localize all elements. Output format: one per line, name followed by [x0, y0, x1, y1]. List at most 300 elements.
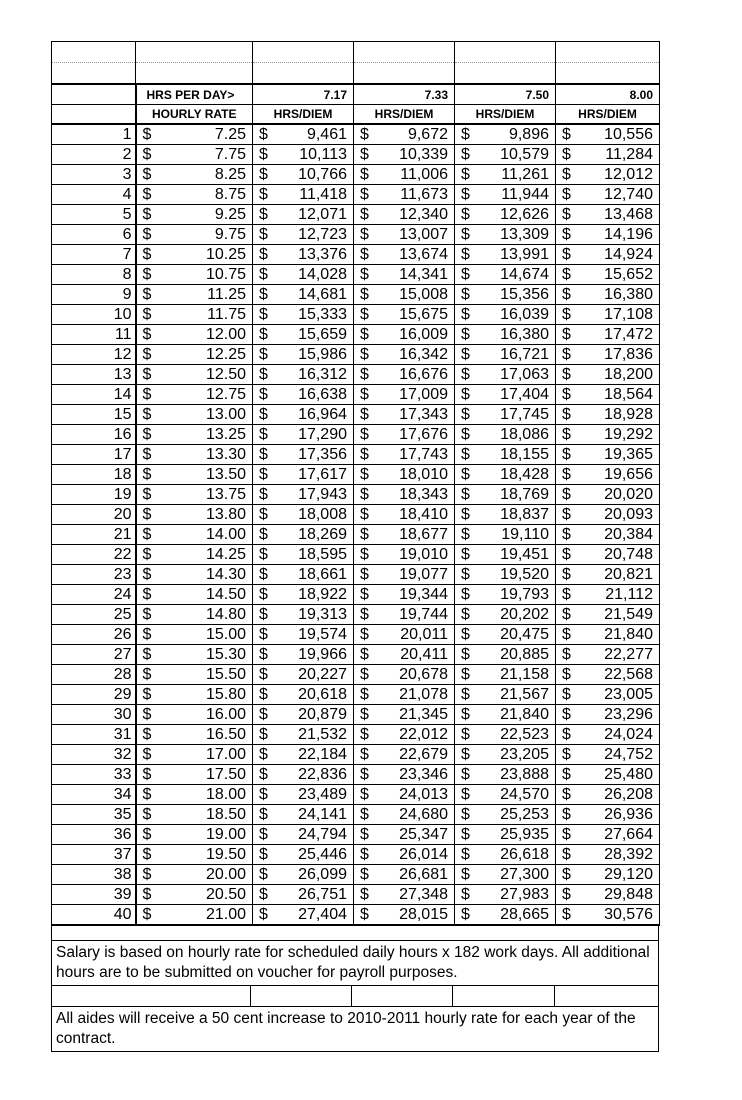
currency-symbol: $	[461, 886, 470, 903]
currency-symbol: $	[461, 906, 470, 923]
per-diem-cell-value: 21,158	[500, 666, 549, 683]
per-diem-cell	[455, 845, 556, 865]
per-diem-cell-value: 24,013	[399, 786, 448, 803]
step-number: 20	[52, 505, 136, 525]
currency-symbol: $	[562, 566, 571, 583]
per-diem-cell	[556, 505, 660, 525]
step-number: 13	[52, 365, 136, 385]
per-diem-cell	[455, 225, 556, 245]
currency-symbol: $	[142, 546, 152, 563]
per-diem-cell-value: 29,120	[604, 866, 653, 883]
per-diem-cell	[354, 505, 455, 525]
per-diem-cell	[354, 145, 455, 165]
hourly-rate-cell	[136, 165, 253, 185]
hourly-rate-cell-value: 8.75	[214, 186, 246, 203]
per-diem-cell	[253, 525, 354, 545]
per-diem-cell	[455, 265, 556, 285]
currency-symbol: $	[360, 766, 369, 783]
per-diem-cell-value: 19,010	[399, 546, 448, 563]
table-row	[52, 505, 660, 525]
per-diem-cell-value: 18,086	[500, 426, 549, 443]
step-number: 9	[52, 285, 136, 305]
currency-symbol: $	[562, 626, 571, 643]
currency-symbol: $	[461, 466, 470, 483]
currency-symbol: $	[461, 526, 470, 543]
currency-symbol: $	[562, 606, 571, 623]
per-diem-cell-value: 10,113	[299, 146, 347, 163]
per-diem-cell-value: 13,376	[298, 246, 347, 263]
currency-symbol: $	[461, 126, 470, 143]
per-diem-cell	[455, 365, 556, 385]
currency-symbol: $	[259, 346, 268, 363]
per-diem-cell	[253, 405, 354, 425]
per-diem-cell	[556, 545, 660, 565]
per-diem-cell-value: 12,723	[298, 226, 347, 243]
currency-symbol: $	[259, 826, 268, 843]
per-diem-cell	[253, 605, 354, 625]
hourly-rate-cell	[136, 325, 253, 345]
hourly-rate-cell	[136, 545, 253, 565]
currency-symbol: $	[259, 786, 268, 803]
hourly-rate-cell-value: 19.50	[205, 846, 246, 863]
per-diem-cell	[253, 825, 354, 845]
per-diem-cell	[354, 305, 455, 325]
per-diem-cell-value: 22,184	[298, 746, 347, 763]
per-diem-cell	[455, 885, 556, 905]
per-diem-cell	[455, 905, 556, 926]
spacer	[51, 926, 659, 940]
currency-symbol: $	[562, 906, 571, 923]
per-diem-cell	[556, 325, 660, 345]
per-diem-cell-value: 28,665	[500, 906, 549, 923]
hourly-rate-cell-value: 7.75	[214, 146, 246, 163]
per-diem-cell-value: 21,840	[604, 626, 653, 643]
per-diem-cell	[253, 365, 354, 385]
currency-symbol: $	[562, 506, 571, 523]
step-number: 7	[52, 245, 136, 265]
per-diem-cell-value: 26,936	[604, 806, 653, 823]
currency-symbol: $	[461, 546, 470, 563]
currency-symbol: $	[562, 886, 571, 903]
hourly-rate-cell-value: 15.00	[205, 626, 246, 643]
currency-symbol: $	[461, 326, 470, 343]
per-diem-cell-value: 16,638	[298, 386, 347, 403]
currency-symbol: $	[461, 486, 470, 503]
currency-symbol: $	[461, 246, 470, 263]
per-diem-cell	[354, 465, 455, 485]
per-diem-cell	[455, 305, 556, 325]
currency-symbol: $	[562, 226, 571, 243]
hourly-rate-cell-value: 12.50	[205, 366, 246, 383]
step-number: 26	[52, 625, 136, 645]
currency-symbol: $	[142, 906, 152, 923]
table-row	[52, 845, 660, 865]
currency-symbol: $	[360, 246, 369, 263]
per-diem-cell	[253, 285, 354, 305]
hourly-rate-cell-value: 13.00	[205, 406, 246, 423]
per-diem-cell	[455, 725, 556, 745]
per-diem-cell	[354, 585, 455, 605]
currency-symbol: $	[142, 246, 152, 263]
table-row	[52, 445, 660, 465]
per-diem-cell	[354, 865, 455, 885]
currency-symbol: $	[360, 506, 369, 523]
currency-symbol: $	[360, 426, 369, 443]
per-diem-cell	[455, 205, 556, 225]
currency-symbol: $	[461, 666, 470, 683]
per-diem-cell	[455, 625, 556, 645]
per-diem-cell	[455, 565, 556, 585]
hourly-rate-cell-value: 13.50	[205, 466, 246, 483]
per-diem-cell-value: 20,202	[500, 606, 549, 623]
per-diem-cell	[253, 325, 354, 345]
per-diem-cell-value: 17,009	[399, 386, 448, 403]
per-diem-cell-value: 24,794	[298, 826, 347, 843]
per-diem-cell-value: 26,618	[500, 846, 549, 863]
per-diem-cell	[556, 225, 660, 245]
currency-symbol: $	[461, 266, 470, 283]
per-diem-cell-value: 19,365	[604, 446, 653, 463]
per-diem-cell-value: 11,944	[501, 186, 549, 203]
per-diem-cell-value: 18,595	[298, 546, 347, 563]
per-diem-cell-value: 10,579	[500, 146, 549, 163]
hourly-rate-cell	[136, 305, 253, 325]
per-diem-cell-value: 23,005	[604, 686, 653, 703]
currency-symbol: $	[461, 306, 470, 323]
currency-symbol: $	[461, 606, 470, 623]
hourly-rate-cell-value: 20.50	[205, 886, 246, 903]
table-row	[52, 425, 660, 445]
per-diem-cell-value: 24,141	[298, 806, 347, 823]
per-diem-cell	[556, 825, 660, 845]
per-diem-cell-value: 15,659	[298, 326, 347, 343]
per-diem-cell-value: 19,744	[399, 606, 448, 623]
currency-symbol: $	[360, 486, 369, 503]
hourly-rate-cell	[136, 345, 253, 365]
per-diem-cell	[556, 805, 660, 825]
per-diem-cell	[556, 845, 660, 865]
per-diem-cell-value: 16,380	[604, 286, 653, 303]
currency-symbol: $	[360, 446, 369, 463]
currency-symbol: $	[562, 406, 571, 423]
step-number: 10	[52, 305, 136, 325]
hourly-rate-cell	[136, 145, 253, 165]
currency-symbol: $	[562, 786, 571, 803]
per-diem-cell	[556, 285, 660, 305]
per-diem-cell-value: 30,576	[604, 906, 653, 923]
hourly-rate-cell-value: 15.80	[205, 686, 246, 703]
per-diem-cell	[354, 225, 455, 245]
currency-symbol: $	[360, 126, 369, 143]
per-diem-cell-value: 16,676	[399, 366, 448, 383]
blank-row	[52, 42, 660, 63]
currency-symbol: $	[360, 786, 369, 803]
per-diem-cell	[455, 705, 556, 725]
per-diem-cell	[455, 385, 556, 405]
currency-symbol: $	[259, 586, 268, 603]
per-diem-cell	[455, 545, 556, 565]
table-row	[52, 185, 660, 205]
per-diem-cell	[253, 705, 354, 725]
per-diem-cell	[556, 145, 660, 165]
hourly-rate-cell-value: 12.00	[205, 326, 246, 343]
currency-symbol: $	[461, 846, 470, 863]
currency-symbol: $	[461, 146, 470, 163]
currency-symbol: $	[142, 626, 152, 643]
currency-symbol: $	[461, 766, 470, 783]
per-diem-cell-value: 10,556	[604, 126, 653, 143]
per-diem-cell	[455, 825, 556, 845]
hours-header-row	[52, 84, 660, 105]
hourly-rate-cell	[136, 785, 253, 805]
per-diem-cell-value: 20,885	[500, 646, 549, 663]
currency-symbol: $	[562, 166, 571, 183]
per-diem-header: HRS/DIEM	[354, 105, 455, 125]
per-diem-cell-value: 20,678	[399, 666, 448, 683]
per-diem-cell	[556, 885, 660, 905]
per-diem-cell	[253, 185, 354, 205]
hourly-rate-cell	[136, 505, 253, 525]
per-diem-cell-value: 19,077	[399, 566, 448, 583]
per-diem-cell-value: 26,208	[604, 786, 653, 803]
currency-symbol: $	[562, 206, 571, 223]
per-diem-cell	[253, 265, 354, 285]
currency-symbol: $	[259, 406, 268, 423]
table-row	[52, 285, 660, 305]
per-diem-cell-value: 14,341	[399, 266, 448, 283]
hourly-rate-cell	[136, 605, 253, 625]
per-diem-cell-value: 13,309	[500, 226, 549, 243]
per-diem-cell	[455, 645, 556, 665]
currency-symbol: $	[360, 886, 369, 903]
currency-symbol: $	[461, 186, 470, 203]
per-diem-cell	[455, 605, 556, 625]
per-diem-cell-value: 18,922	[298, 586, 347, 603]
hourly-rate-cell-value: 12.75	[205, 386, 246, 403]
per-diem-cell	[253, 585, 354, 605]
currency-symbol: $	[562, 306, 571, 323]
per-diem-cell	[455, 165, 556, 185]
currency-symbol: $	[562, 186, 571, 203]
currency-symbol: $	[142, 886, 152, 903]
per-diem-cell	[253, 725, 354, 745]
step-number: 36	[52, 825, 136, 845]
per-diem-cell-value: 16,380	[500, 326, 549, 343]
currency-symbol: $	[259, 886, 268, 903]
per-diem-cell-value: 16,964	[298, 406, 347, 423]
salary-schedule	[51, 41, 659, 1052]
currency-symbol: $	[461, 786, 470, 803]
per-diem-cell	[455, 485, 556, 505]
step-number: 8	[52, 265, 136, 285]
per-diem-cell-value: 11,418	[299, 186, 347, 203]
per-diem-cell	[556, 665, 660, 685]
per-diem-cell-value: 25,253	[500, 806, 549, 823]
table-row	[52, 765, 660, 785]
per-diem-cell	[556, 405, 660, 425]
table-row	[52, 585, 660, 605]
currency-symbol: $	[259, 166, 268, 183]
per-diem-cell-value: 27,983	[500, 886, 549, 903]
salary-note: Salary is based on hourly rate for scheduled daily hours x 182 work days. All additional hours are to be submitted on voucher for payroll purposes.	[51, 940, 659, 986]
hours-8-00: 8.00	[556, 84, 660, 105]
currency-symbol: $	[461, 586, 470, 603]
currency-symbol: $	[259, 426, 268, 443]
per-diem-cell-value: 19,451	[500, 546, 549, 563]
currency-symbol: $	[142, 766, 152, 783]
per-diem-cell-value: 21,532	[298, 726, 347, 743]
step-number: 4	[52, 185, 136, 205]
table-row	[52, 705, 660, 725]
per-diem-cell	[556, 425, 660, 445]
currency-symbol: $	[142, 366, 152, 383]
per-diem-cell-value: 27,404	[298, 906, 347, 923]
hourly-rate-cell	[136, 805, 253, 825]
step-number: 22	[52, 545, 136, 565]
currency-symbol: $	[142, 286, 152, 303]
currency-symbol: $	[259, 546, 268, 563]
per-diem-cell-value: 17,743	[399, 446, 448, 463]
table-row	[52, 785, 660, 805]
currency-symbol: $	[259, 666, 268, 683]
currency-symbol: $	[142, 326, 152, 343]
currency-symbol: $	[259, 866, 268, 883]
per-diem-cell	[556, 525, 660, 545]
hourly-rate-cell-value: 21.00	[205, 906, 246, 923]
step-number: 25	[52, 605, 136, 625]
currency-symbol: $	[259, 206, 268, 223]
currency-symbol: $	[142, 526, 152, 543]
per-diem-cell	[253, 425, 354, 445]
table-row	[52, 385, 660, 405]
currency-symbol: $	[562, 386, 571, 403]
per-diem-cell-value: 11,284	[605, 146, 653, 163]
currency-symbol: $	[461, 366, 470, 383]
hourly-rate-cell-value: 13.30	[205, 446, 246, 463]
per-diem-cell-value: 20,093	[604, 506, 653, 523]
per-diem-cell-value: 17,108	[604, 306, 653, 323]
table-row	[52, 145, 660, 165]
hourly-rate-cell	[136, 565, 253, 585]
per-diem-cell	[354, 124, 455, 145]
table-row	[52, 745, 660, 765]
step-number: 39	[52, 885, 136, 905]
per-diem-cell-value: 14,924	[604, 246, 653, 263]
per-diem-cell	[455, 785, 556, 805]
per-diem-cell	[556, 865, 660, 885]
per-diem-cell	[253, 385, 354, 405]
per-diem-cell-value: 13,991	[500, 246, 549, 263]
table-row	[52, 605, 660, 625]
currency-symbol: $	[461, 826, 470, 843]
per-diem-cell	[354, 325, 455, 345]
hourly-rate-cell	[136, 705, 253, 725]
currency-symbol: $	[259, 766, 268, 783]
hours-7-50: 7.50	[455, 84, 556, 105]
per-diem-cell-value: 13,674	[399, 246, 448, 263]
per-diem-cell-value: 20,618	[298, 686, 347, 703]
per-diem-cell-value: 22,523	[500, 726, 549, 743]
blank-row	[52, 63, 660, 85]
currency-symbol: $	[142, 806, 152, 823]
per-diem-cell	[455, 465, 556, 485]
hourly-rate-cell-value: 11.25	[207, 286, 246, 303]
currency-symbol: $	[461, 646, 470, 663]
per-diem-cell	[253, 145, 354, 165]
per-diem-cell	[556, 785, 660, 805]
per-diem-cell-value: 27,300	[500, 866, 549, 883]
per-diem-cell-value: 20,384	[604, 526, 653, 543]
currency-symbol: $	[142, 226, 152, 243]
currency-symbol: $	[142, 186, 152, 203]
per-diem-cell	[556, 385, 660, 405]
per-diem-cell-value: 18,837	[500, 506, 549, 523]
per-diem-cell-value: 24,570	[500, 786, 549, 803]
per-diem-cell-value: 24,752	[604, 746, 653, 763]
per-diem-cell	[354, 745, 455, 765]
currency-symbol: $	[142, 346, 152, 363]
per-diem-cell-value: 17,617	[298, 466, 347, 483]
hourly-rate-cell	[136, 445, 253, 465]
step-number: 19	[52, 485, 136, 505]
currency-symbol: $	[142, 726, 152, 743]
per-diem-cell-value: 24,680	[399, 806, 448, 823]
currency-symbol: $	[360, 146, 369, 163]
currency-symbol: $	[562, 686, 571, 703]
per-diem-cell-value: 15,675	[399, 306, 448, 323]
per-diem-cell	[354, 645, 455, 665]
per-diem-cell	[354, 905, 455, 926]
per-diem-cell	[354, 285, 455, 305]
currency-symbol: $	[360, 806, 369, 823]
per-diem-cell-value: 15,333	[298, 306, 347, 323]
per-diem-cell-value: 16,342	[399, 346, 448, 363]
per-diem-cell-value: 18,769	[500, 486, 549, 503]
currency-symbol: $	[360, 906, 369, 923]
per-diem-cell-value: 14,674	[500, 266, 549, 283]
per-diem-cell-value: 25,446	[298, 846, 347, 863]
table-row	[52, 325, 660, 345]
hours-7-33: 7.33	[354, 84, 455, 105]
per-diem-cell	[455, 445, 556, 465]
currency-symbol: $	[360, 726, 369, 743]
hourly-rate-cell-value: 14.25	[205, 546, 246, 563]
step-number: 16	[52, 425, 136, 445]
hourly-rate-cell-value: 20.00	[205, 866, 246, 883]
per-diem-cell-value: 17,836	[604, 346, 653, 363]
per-diem-cell	[455, 145, 556, 165]
currency-symbol: $	[259, 146, 268, 163]
per-diem-cell-value: 25,480	[604, 766, 653, 783]
per-diem-cell-value: 27,664	[604, 826, 653, 843]
hourly-rate-cell-value: 13.75	[205, 486, 246, 503]
per-diem-cell	[354, 485, 455, 505]
per-diem-cell	[354, 845, 455, 865]
currency-symbol: $	[461, 806, 470, 823]
step-number: 23	[52, 565, 136, 585]
per-diem-cell-value: 18,343	[399, 486, 448, 503]
per-diem-cell-value: 20,748	[604, 546, 653, 563]
currency-symbol: $	[259, 126, 268, 143]
hourly-rate-cell	[136, 285, 253, 305]
per-diem-cell-value: 22,568	[604, 666, 653, 683]
per-diem-cell	[556, 645, 660, 665]
per-diem-cell-value: 17,472	[604, 326, 653, 343]
currency-symbol: $	[259, 486, 268, 503]
per-diem-cell	[556, 605, 660, 625]
per-diem-cell	[455, 405, 556, 425]
per-diem-cell-value: 15,356	[500, 286, 549, 303]
